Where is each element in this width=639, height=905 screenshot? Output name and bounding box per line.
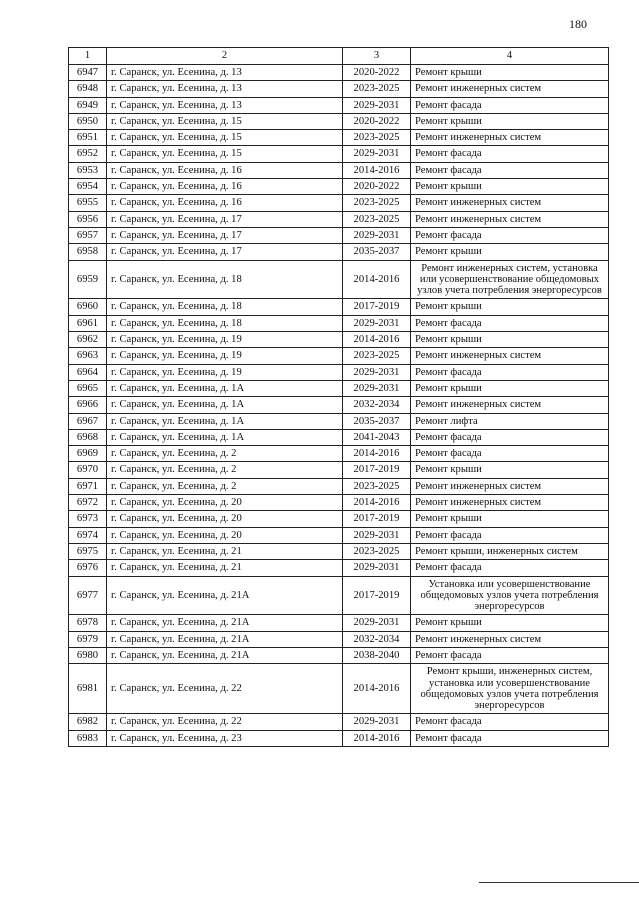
row-number: 6948: [69, 81, 107, 97]
work-type-cell: Ремонт фасада: [411, 227, 609, 243]
table-row: [69, 364, 609, 380]
period-cell: 2023-2025: [343, 478, 411, 494]
period-cell: 2029-2031: [343, 527, 411, 543]
period-cell: 2029-2031: [343, 714, 411, 730]
work-type-cell: Ремонт инженерных систем: [411, 81, 609, 97]
row-number: 6969: [69, 446, 107, 462]
row-number: 6965: [69, 380, 107, 396]
work-type-cell: Ремонт инженерных систем: [411, 631, 609, 647]
address-cell: г. Саранск, ул. Есенина, д. 16: [107, 179, 343, 195]
address-cell: г. Саранск, ул. Есенина, д. 15: [107, 130, 343, 146]
address-cell: г. Саранск, ул. Есенина, д. 22: [107, 664, 343, 714]
table-row: [69, 511, 609, 527]
period-cell: 2017-2019: [343, 576, 411, 615]
work-type-cell: Ремонт крыши: [411, 462, 609, 478]
row-number: 6947: [69, 65, 107, 81]
work-type-cell: Ремонт крыши: [411, 179, 609, 195]
address-cell: г. Саранск, ул. Есенина, д. 21: [107, 543, 343, 559]
row-number: 6952: [69, 146, 107, 162]
work-type-cell: Ремонт крыши: [411, 332, 609, 348]
period-cell: 2029-2031: [343, 364, 411, 380]
column-header-address: 2: [107, 48, 343, 65]
work-type-cell: Ремонт крыши: [411, 65, 609, 81]
table-row: [69, 397, 609, 413]
table-row: [69, 97, 609, 113]
table-row: [69, 631, 609, 647]
work-type-cell: Ремонт фасада: [411, 364, 609, 380]
period-cell: 2029-2031: [343, 315, 411, 331]
address-cell: г. Саранск, ул. Есенина, д. 21А: [107, 576, 343, 615]
row-number: 6968: [69, 429, 107, 445]
table-row: [69, 478, 609, 494]
period-cell: 2020-2022: [343, 65, 411, 81]
work-type-cell: Ремонт инженерных систем: [411, 211, 609, 227]
table-row: [69, 576, 609, 615]
table-row: [69, 429, 609, 445]
row-number: 6957: [69, 227, 107, 243]
table-row: [69, 179, 609, 195]
work-type-cell: Ремонт фасада: [411, 527, 609, 543]
address-cell: г. Саранск, ул. Есенина, д. 15: [107, 146, 343, 162]
period-cell: 2023-2025: [343, 81, 411, 97]
repair-schedule-table: [68, 47, 609, 747]
column-header-number: 1: [69, 48, 107, 65]
table-row: [69, 495, 609, 511]
row-number: 6977: [69, 576, 107, 615]
table-row: [69, 81, 609, 97]
period-cell: 2017-2019: [343, 299, 411, 315]
work-type-cell: Ремонт фасада: [411, 714, 609, 730]
row-number: 6961: [69, 315, 107, 331]
row-number: 6981: [69, 664, 107, 714]
period-cell: 2029-2031: [343, 560, 411, 576]
period-cell: 2014-2016: [343, 730, 411, 746]
table-row: [69, 714, 609, 730]
work-type-cell: Ремонт фасада: [411, 560, 609, 576]
work-type-cell: Ремонт крыши, инженерных систем: [411, 543, 609, 559]
period-cell: 2017-2019: [343, 462, 411, 478]
table-header-row: [69, 48, 609, 65]
period-cell: 2023-2025: [343, 211, 411, 227]
address-cell: г. Саранск, ул. Есенина, д. 21А: [107, 631, 343, 647]
column-header-work-type: 4: [411, 48, 609, 65]
row-number: 6950: [69, 113, 107, 129]
column-header-period: 3: [343, 48, 411, 65]
address-cell: г. Саранск, ул. Есенина, д. 19: [107, 348, 343, 364]
table-row: [69, 315, 609, 331]
table-row: [69, 462, 609, 478]
table-row: [69, 615, 609, 631]
table-row: [69, 244, 609, 260]
period-cell: 2017-2019: [343, 511, 411, 527]
address-cell: г. Саранск, ул. Есенина, д. 21А: [107, 615, 343, 631]
row-number: 6980: [69, 647, 107, 663]
period-cell: 2020-2022: [343, 113, 411, 129]
table-row: [69, 332, 609, 348]
row-number: 6978: [69, 615, 107, 631]
address-cell: г. Саранск, ул. Есенина, д. 13: [107, 65, 343, 81]
table-row: [69, 527, 609, 543]
address-cell: г. Саранск, ул. Есенина, д. 17: [107, 244, 343, 260]
work-type-cell: Ремонт крыши: [411, 380, 609, 396]
address-cell: г. Саранск, ул. Есенина, д. 21А: [107, 647, 343, 663]
period-cell: 2029-2031: [343, 380, 411, 396]
table-row: [69, 195, 609, 211]
address-cell: г. Саранск, ул. Есенина, д. 2: [107, 478, 343, 494]
address-cell: г. Саранск, ул. Есенина, д. 1А: [107, 413, 343, 429]
table-body: [69, 65, 609, 747]
work-type-cell: Ремонт фасада: [411, 446, 609, 462]
row-number: 6982: [69, 714, 107, 730]
period-cell: 2038-2040: [343, 647, 411, 663]
table-row: [69, 647, 609, 663]
work-type-cell: Ремонт крыши: [411, 615, 609, 631]
address-cell: г. Саранск, ул. Есенина, д. 18: [107, 315, 343, 331]
table-row: [69, 260, 609, 299]
row-number: 6966: [69, 397, 107, 413]
table-row: [69, 560, 609, 576]
period-cell: 2014-2016: [343, 446, 411, 462]
work-type-cell: Ремонт крыши: [411, 244, 609, 260]
table-row: [69, 211, 609, 227]
address-cell: г. Саранск, ул. Есенина, д. 20: [107, 495, 343, 511]
row-number: 6973: [69, 511, 107, 527]
row-number: 6954: [69, 179, 107, 195]
period-cell: 2023-2025: [343, 130, 411, 146]
address-cell: г. Саранск, ул. Есенина, д. 2: [107, 462, 343, 478]
row-number: 6963: [69, 348, 107, 364]
row-number: 6970: [69, 462, 107, 478]
row-number: 6975: [69, 543, 107, 559]
table-row: [69, 130, 609, 146]
period-cell: 2041-2043: [343, 429, 411, 445]
row-number: 6964: [69, 364, 107, 380]
period-cell: 2029-2031: [343, 615, 411, 631]
row-number: 6983: [69, 730, 107, 746]
work-type-cell: Ремонт инженерных систем: [411, 130, 609, 146]
table-row: [69, 227, 609, 243]
period-cell: 2032-2034: [343, 397, 411, 413]
table-row: [69, 162, 609, 178]
table-row: [69, 413, 609, 429]
table-row: [69, 664, 609, 714]
work-type-cell: Ремонт инженерных систем: [411, 397, 609, 413]
period-cell: 2032-2034: [343, 631, 411, 647]
address-cell: г. Саранск, ул. Есенина, д. 16: [107, 195, 343, 211]
work-type-cell: Ремонт фасада: [411, 730, 609, 746]
period-cell: 2023-2025: [343, 348, 411, 364]
work-type-cell: Ремонт фасада: [411, 647, 609, 663]
work-type-cell: Ремонт фасада: [411, 162, 609, 178]
row-number: 6955: [69, 195, 107, 211]
address-cell: г. Саранск, ул. Есенина, д. 16: [107, 162, 343, 178]
work-type-cell: Установка или усовершенствование общедомовых узлов учета потребления энергоресурсов: [411, 576, 609, 615]
address-cell: г. Саранск, ул. Есенина, д. 20: [107, 511, 343, 527]
work-type-cell: Ремонт фасада: [411, 146, 609, 162]
period-cell: 2029-2031: [343, 97, 411, 113]
address-cell: г. Саранск, ул. Есенина, д. 1А: [107, 429, 343, 445]
table-row: [69, 543, 609, 559]
work-type-cell: Ремонт крыши: [411, 511, 609, 527]
row-number: 6979: [69, 631, 107, 647]
period-cell: 2014-2016: [343, 162, 411, 178]
row-number: 6960: [69, 299, 107, 315]
row-number: 6949: [69, 97, 107, 113]
row-number: 6958: [69, 244, 107, 260]
work-type-cell: Ремонт инженерных систем, установка или усовершенствование общедомовых узлов учета потребления энергоресурсов: [411, 260, 609, 299]
work-type-cell: Ремонт крыши: [411, 299, 609, 315]
table-row: [69, 730, 609, 746]
address-cell: г. Саранск, ул. Есенина, д. 1А: [107, 397, 343, 413]
address-cell: г. Саранск, ул. Есенина, д. 19: [107, 332, 343, 348]
work-type-cell: Ремонт лифта: [411, 413, 609, 429]
address-cell: г. Саранск, ул. Есенина, д. 23: [107, 730, 343, 746]
work-type-cell: Ремонт крыши, инженерных систем, установка или усовершенствование общедомовых узлов учета потребления энергоресурсов: [411, 664, 609, 714]
work-type-cell: Ремонт инженерных систем: [411, 495, 609, 511]
work-type-cell: Ремонт инженерных систем: [411, 195, 609, 211]
period-cell: 2014-2016: [343, 332, 411, 348]
row-number: 6972: [69, 495, 107, 511]
table-row: [69, 146, 609, 162]
row-number: 6976: [69, 560, 107, 576]
address-cell: г. Саранск, ул. Есенина, д. 15: [107, 113, 343, 129]
address-cell: г. Саранск, ул. Есенина, д. 2: [107, 446, 343, 462]
address-cell: г. Саранск, ул. Есенина, д. 22: [107, 714, 343, 730]
table-row: [69, 65, 609, 81]
address-cell: г. Саранск, ул. Есенина, д. 20: [107, 527, 343, 543]
row-number: 6956: [69, 211, 107, 227]
row-number: 6967: [69, 413, 107, 429]
work-type-cell: Ремонт крыши: [411, 113, 609, 129]
address-cell: г. Саранск, ул. Есенина, д. 13: [107, 97, 343, 113]
period-cell: 2023-2025: [343, 195, 411, 211]
period-cell: 2014-2016: [343, 664, 411, 714]
table-row: [69, 348, 609, 364]
work-type-cell: Ремонт фасада: [411, 315, 609, 331]
period-cell: 2023-2025: [343, 543, 411, 559]
period-cell: 2020-2022: [343, 179, 411, 195]
row-number: 6962: [69, 332, 107, 348]
address-cell: г. Саранск, ул. Есенина, д. 21: [107, 560, 343, 576]
row-number: 6951: [69, 130, 107, 146]
address-cell: г. Саранск, ул. Есенина, д. 18: [107, 260, 343, 299]
page-number: 180: [569, 17, 587, 31]
row-number: 6971: [69, 478, 107, 494]
row-number: 6953: [69, 162, 107, 178]
address-cell: г. Саранск, ул. Есенина, д. 13: [107, 81, 343, 97]
work-type-cell: Ремонт инженерных систем: [411, 348, 609, 364]
period-cell: 2035-2037: [343, 244, 411, 260]
work-type-cell: Ремонт инженерных систем: [411, 478, 609, 494]
table-row: [69, 446, 609, 462]
period-cell: 2029-2031: [343, 227, 411, 243]
period-cell: 2014-2016: [343, 495, 411, 511]
work-type-cell: Ремонт фасада: [411, 429, 609, 445]
address-cell: г. Саранск, ул. Есенина, д. 17: [107, 211, 343, 227]
table-row: [69, 299, 609, 315]
address-cell: г. Саранск, ул. Есенина, д. 1А: [107, 380, 343, 396]
row-number: 6959: [69, 260, 107, 299]
footer-rule: [479, 882, 639, 883]
table-row: [69, 113, 609, 129]
period-cell: 2014-2016: [343, 260, 411, 299]
row-number: 6974: [69, 527, 107, 543]
table-row: [69, 380, 609, 396]
period-cell: 2035-2037: [343, 413, 411, 429]
work-type-cell: Ремонт фасада: [411, 97, 609, 113]
address-cell: г. Саранск, ул. Есенина, д. 17: [107, 227, 343, 243]
address-cell: г. Саранск, ул. Есенина, д. 18: [107, 299, 343, 315]
address-cell: г. Саранск, ул. Есенина, д. 19: [107, 364, 343, 380]
period-cell: 2029-2031: [343, 146, 411, 162]
